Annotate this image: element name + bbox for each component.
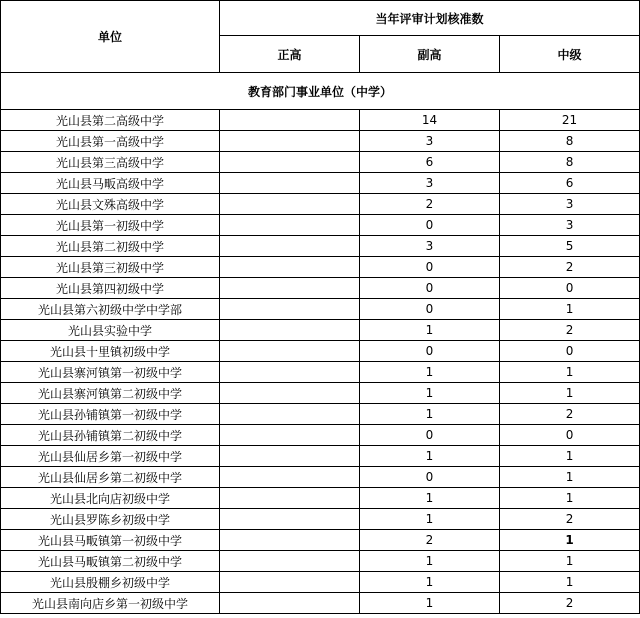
zhongji-cell: 1 (500, 551, 640, 572)
zhenggao-cell (220, 131, 360, 152)
zhenggao-cell (220, 446, 360, 467)
unit-name-cell: 光山县第六初级中学中学部 (1, 299, 220, 320)
fugao-cell: 1 (360, 572, 500, 593)
zhenggao-cell (220, 341, 360, 362)
header-col-fugao: 副高 (360, 36, 500, 73)
zhongji-cell: 0 (500, 278, 640, 299)
zhenggao-cell (220, 530, 360, 551)
table-row (1, 593, 640, 614)
unit-name-cell: 光山县第三高级中学 (1, 152, 220, 173)
zhenggao-cell (220, 383, 360, 404)
zhenggao-cell (220, 236, 360, 257)
zhenggao-cell (220, 593, 360, 614)
fugao-cell: 1 (360, 320, 500, 341)
table-row (1, 467, 640, 488)
zhongji-cell: 0 (500, 341, 640, 362)
fugao-cell: 0 (360, 341, 500, 362)
zhongji-cell: 2 (500, 404, 640, 425)
fugao-cell: 1 (360, 509, 500, 530)
zhongji-cell: 2 (500, 593, 640, 614)
table-row (1, 257, 640, 278)
header-col-zhongji: 中级 (500, 36, 640, 73)
header-group: 当年评审计划核准数 (220, 1, 640, 36)
unit-name-cell: 光山县仙居乡第二初级中学 (1, 467, 220, 488)
table-row (1, 236, 640, 257)
zhenggao-cell (220, 173, 360, 194)
fugao-cell: 14 (360, 110, 500, 131)
unit-name-cell: 光山县第一高级中学 (1, 131, 220, 152)
zhongji-cell: 8 (500, 131, 640, 152)
zhongji-cell: 1 (500, 383, 640, 404)
zhenggao-cell (220, 488, 360, 509)
unit-name-cell: 光山县文殊高级中学 (1, 194, 220, 215)
zhenggao-cell (220, 194, 360, 215)
zhongji-cell: 1 (500, 299, 640, 320)
zhenggao-cell (220, 425, 360, 446)
table-row (1, 530, 640, 551)
fugao-cell: 6 (360, 152, 500, 173)
zhongji-cell: 2 (500, 509, 640, 530)
table-row (1, 194, 640, 215)
fugao-cell: 1 (360, 551, 500, 572)
table-row (1, 110, 640, 131)
fugao-cell: 0 (360, 425, 500, 446)
zhenggao-cell (220, 320, 360, 341)
zhongji-cell: 1 (500, 488, 640, 509)
table-row (1, 509, 640, 530)
zhenggao-cell (220, 362, 360, 383)
zhongji-cell: 8 (500, 152, 640, 173)
table-row (1, 173, 640, 194)
zhenggao-cell (220, 278, 360, 299)
zhongji-cell: 3 (500, 215, 640, 236)
zhongji-cell: 21 (500, 110, 640, 131)
zhongji-cell: 3 (500, 194, 640, 215)
zhenggao-cell (220, 572, 360, 593)
zhenggao-cell (220, 467, 360, 488)
header-unit: 单位 (1, 1, 220, 73)
table-row (1, 278, 640, 299)
zhongji-cell: 1 (500, 362, 640, 383)
section-row (1, 73, 640, 110)
fugao-cell: 0 (360, 215, 500, 236)
fugao-cell: 1 (360, 404, 500, 425)
fugao-cell: 2 (360, 194, 500, 215)
unit-name-cell: 光山县第二初级中学 (1, 236, 220, 257)
fugao-cell: 3 (360, 236, 500, 257)
unit-name-cell: 光山县第二高级中学 (1, 110, 220, 131)
fugao-cell: 1 (360, 488, 500, 509)
fugao-cell: 1 (360, 446, 500, 467)
header-row-1 (1, 1, 640, 36)
table-row (1, 320, 640, 341)
table-row (1, 383, 640, 404)
unit-name-cell: 光山县孙铺镇第二初级中学 (1, 425, 220, 446)
unit-name-cell: 光山县罗陈乡初级中学 (1, 509, 220, 530)
unit-name-cell: 光山县马畈镇第二初级中学 (1, 551, 220, 572)
unit-name-cell: 光山县第一初级中学 (1, 215, 220, 236)
unit-name-cell: 光山县北向店初级中学 (1, 488, 220, 509)
unit-name-cell: 光山县第三初级中学 (1, 257, 220, 278)
table-row (1, 488, 640, 509)
zhenggao-cell (220, 404, 360, 425)
table-row (1, 551, 640, 572)
unit-name-cell: 光山县马畈高级中学 (1, 173, 220, 194)
table-row (1, 404, 640, 425)
table-row (1, 425, 640, 446)
table-row (1, 215, 640, 236)
zhongji-cell: 6 (500, 173, 640, 194)
zhenggao-cell (220, 152, 360, 173)
fugao-cell: 1 (360, 383, 500, 404)
unit-name-cell: 光山县十里镇初级中学 (1, 341, 220, 362)
zhongji-cell: 1 (500, 572, 640, 593)
zhenggao-cell (220, 257, 360, 278)
table-row (1, 362, 640, 383)
fugao-cell: 2 (360, 530, 500, 551)
zhongji-cell: 1 (500, 467, 640, 488)
fugao-cell: 0 (360, 257, 500, 278)
zhenggao-cell (220, 215, 360, 236)
fugao-cell: 1 (360, 362, 500, 383)
fugao-cell: 1 (360, 593, 500, 614)
unit-name-cell: 光山县仙居乡第一初级中学 (1, 446, 220, 467)
table-row (1, 152, 640, 173)
zhongji-cell: 5 (500, 236, 640, 257)
zhongji-cell: 1 (500, 446, 640, 467)
zhongji-cell: 1 (500, 530, 640, 551)
unit-name-cell: 光山县马畈镇第一初级中学 (1, 530, 220, 551)
zhenggao-cell (220, 299, 360, 320)
table-row (1, 446, 640, 467)
unit-name-cell: 光山县实验中学 (1, 320, 220, 341)
unit-name-cell: 光山县殷棚乡初级中学 (1, 572, 220, 593)
unit-name-cell: 光山县第四初级中学 (1, 278, 220, 299)
table-row (1, 341, 640, 362)
zhongji-cell: 2 (500, 257, 640, 278)
table-row (1, 299, 640, 320)
header-col-zhenggao: 正高 (220, 36, 360, 73)
zhongji-cell: 2 (500, 320, 640, 341)
unit-name-cell: 光山县孙铺镇第一初级中学 (1, 404, 220, 425)
unit-name-cell: 光山县南向店乡第一初级中学 (1, 593, 220, 614)
table-row (1, 131, 640, 152)
unit-name-cell: 光山县寨河镇第二初级中学 (1, 383, 220, 404)
zhenggao-cell (220, 110, 360, 131)
zhenggao-cell (220, 551, 360, 572)
unit-name-cell: 光山县寨河镇第一初级中学 (1, 362, 220, 383)
zhenggao-cell (220, 509, 360, 530)
fugao-cell: 3 (360, 173, 500, 194)
zhongji-cell: 0 (500, 425, 640, 446)
section-title: 教育部门事业单位（中学） (1, 73, 640, 110)
table-row (1, 572, 640, 593)
fugao-cell: 0 (360, 299, 500, 320)
fugao-cell: 0 (360, 278, 500, 299)
fugao-cell: 0 (360, 467, 500, 488)
fugao-cell: 3 (360, 131, 500, 152)
